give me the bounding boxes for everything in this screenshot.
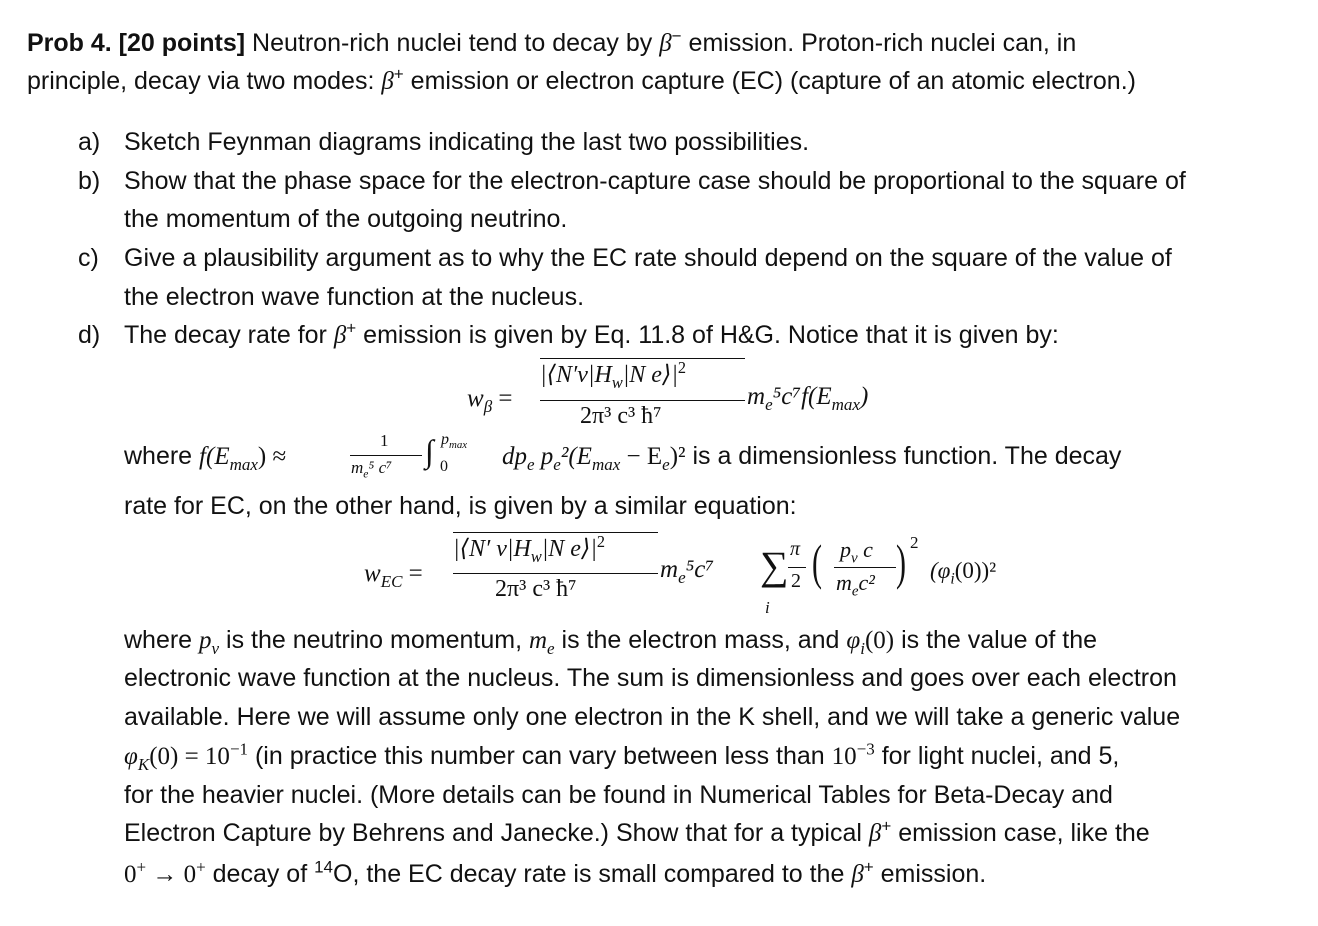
eq2-denominator: 2π³ c³ ħ⁷: [495, 576, 577, 602]
plus-superscript: +: [863, 857, 874, 877]
mass-number: 14: [314, 857, 334, 877]
phi-term: $(\varphi_i(0))^2$: [930, 558, 997, 588]
ten-power: $10^{-3}$: [831, 739, 875, 770]
eq1-overline: [540, 358, 745, 359]
intro-text: emission. Proton-rich nuclei can, in: [681, 29, 1077, 57]
two-denominator: 2: [791, 570, 801, 592]
item-text: the electron wave function at the nucleus.: [124, 283, 585, 311]
beta-symbol: β: [659, 30, 672, 57]
item-c: [78, 243, 99, 273]
item-c-text-1: [124, 243, 1172, 273]
item-text: emission is given by Eq. 11.8 of H&G. Notice that it is given by:: [356, 321, 1059, 349]
item-b-text-1: [124, 166, 1186, 196]
item-label: d): [78, 321, 101, 349]
beta-symbol: β: [868, 820, 882, 847]
integral-lower-limit: 0: [440, 458, 448, 475]
pi-frac-line: [788, 567, 806, 568]
item-label: b): [78, 167, 101, 195]
me-symbol: $m_e$: [528, 627, 555, 658]
item-label: a): [78, 128, 101, 156]
summation-sign: ∑: [760, 543, 789, 588]
beta-symbol: β: [333, 322, 347, 349]
where-text: where: [124, 442, 200, 470]
para-line-7: 0+ → 0+ decay of $^{14}$O, the EC decay rate is small compared to the β+ emission.: [124, 857, 987, 888]
beta-symbol: β: [851, 861, 864, 888]
para-line-6: Electron Capture by Behrens and Janecke.) Show that for a typical β+ emission case, like the: [124, 816, 1150, 847]
item-text: the momentum of the outgoing neutrino.: [124, 205, 568, 233]
rate-text: rate for EC, on the other hand, is given by a similar equation:: [124, 492, 797, 520]
problem-intro-line-1: [27, 28, 1076, 59]
where-suffix: is a dimensionless function. The decay: [685, 442, 1122, 470]
plus-superscript: +: [346, 318, 357, 338]
problem-intro-line-2: [27, 66, 1136, 97]
eq2-numerator: |⟨N′ $\nu|H_w|N$ $e⟩|^2$: [453, 532, 606, 566]
p-nu-symbol: $p_\nu$: [199, 627, 220, 658]
where-f-line: [124, 441, 286, 472]
item-c-text-2: [124, 282, 584, 312]
f-function: $f(E_{max})$ ≈: [199, 443, 287, 474]
item-text: Sketch Feynman diagrams indicating the last two possibilities.: [124, 128, 810, 156]
intro-text: emission or electron capture (EC) (capture of an atomic electron.): [403, 67, 1136, 95]
beta-symbol: β: [381, 68, 394, 95]
intro-text: principle, decay via two modes:: [27, 67, 382, 95]
eq1-rhs: $m_e^5c^7f(E_{max})$: [747, 383, 869, 414]
paren-power: 2: [910, 533, 919, 552]
item-text: Show that the phase space for the electron-capture case should be proportional to the square of: [124, 167, 1186, 195]
plus-superscript: +: [881, 816, 892, 836]
item-text: The decay rate for: [124, 321, 334, 349]
item-a: [78, 127, 100, 157]
para-line-5: for the heavier nuclei. (More details can be found in Numerical Tables for Beta-Decay and: [124, 781, 1113, 809]
where-frac-num: 1: [380, 431, 389, 450]
minus-superscript: −: [671, 26, 682, 46]
mec2-denominator: $m_ec^2$: [836, 570, 875, 600]
para-line-2: electronic wave function at the nucleus. The sum is dimensionless and goes over each electron: [124, 664, 1177, 692]
para-line-3: available. Here we will assume only one electron in the K shell, and we will take a generic value: [124, 703, 1181, 731]
eq2-mid: $m_e^5c^7$: [660, 556, 715, 587]
plus-superscript: +: [393, 64, 404, 84]
where-frac-line: [350, 455, 422, 456]
eq1-lhs: $w_\beta$ =: [467, 385, 513, 416]
problem-label: Prob 4. [20 points]: [27, 29, 246, 57]
para-line-1: where $p_\nu$ is the neutrino momentum, $m_e$ is the electron mass, and $\varphi_i(0)$ is the value of the: [124, 626, 1098, 658]
right-paren: ): [896, 534, 906, 590]
item-label: c): [78, 244, 99, 272]
integral-sign: ∫: [425, 433, 434, 469]
phi-i-symbol: $\varphi_i(0)$: [846, 627, 895, 658]
item-b: [78, 166, 100, 196]
eq1-numerator: $|⟨N'\nu|H_w|N$ $e⟩|^2$: [540, 358, 687, 392]
item-d-text-1: [124, 320, 1059, 351]
item-b-text-2: [124, 204, 567, 234]
pv-c-numerator: $p_\nu$ c: [840, 537, 873, 567]
rate-ec-line: [124, 491, 797, 521]
pi-numerator: π: [790, 538, 801, 560]
item-text: Give a plausibility argument as to why the EC rate should depend on the square of the value of: [124, 244, 1172, 272]
item-a-text: [124, 127, 809, 157]
where-frac-den: $m_e^5$ c⁷: [351, 458, 393, 481]
summation-index: i: [765, 598, 770, 617]
integrand: $dp_e$ $p_e^2(E_{max} - E_e)^2$ is a dimensionless function. The decay: [502, 442, 1122, 474]
spin-parity: 0+ → 0+: [124, 857, 206, 888]
intro-text: Neutron-rich nuclei tend to decay by: [245, 29, 660, 57]
eq2-fraction-line: [453, 573, 658, 574]
phi-k-symbol: $\varphi_K(0) = 10^{-1}$: [124, 739, 249, 774]
eq1-denominator: 2π³ c³ ħ⁷: [580, 403, 662, 429]
pv-frac-line: [834, 567, 896, 568]
item-d: [78, 320, 100, 350]
integral-upper-limit: $p_{max}$: [441, 431, 468, 452]
eq2-overline: [453, 532, 658, 533]
para-line-4: $\varphi_K(0) = 10^{-1}$ (in practice this number can vary between less than $10^{-3}$ for light nuclei, and 5,: [124, 739, 1120, 774]
left-paren: (: [812, 534, 822, 590]
eq1-fraction-line: [540, 400, 745, 401]
eq2-lhs: $w_{EC}$ =: [364, 560, 423, 591]
oxygen-symbol: O: [333, 860, 353, 888]
